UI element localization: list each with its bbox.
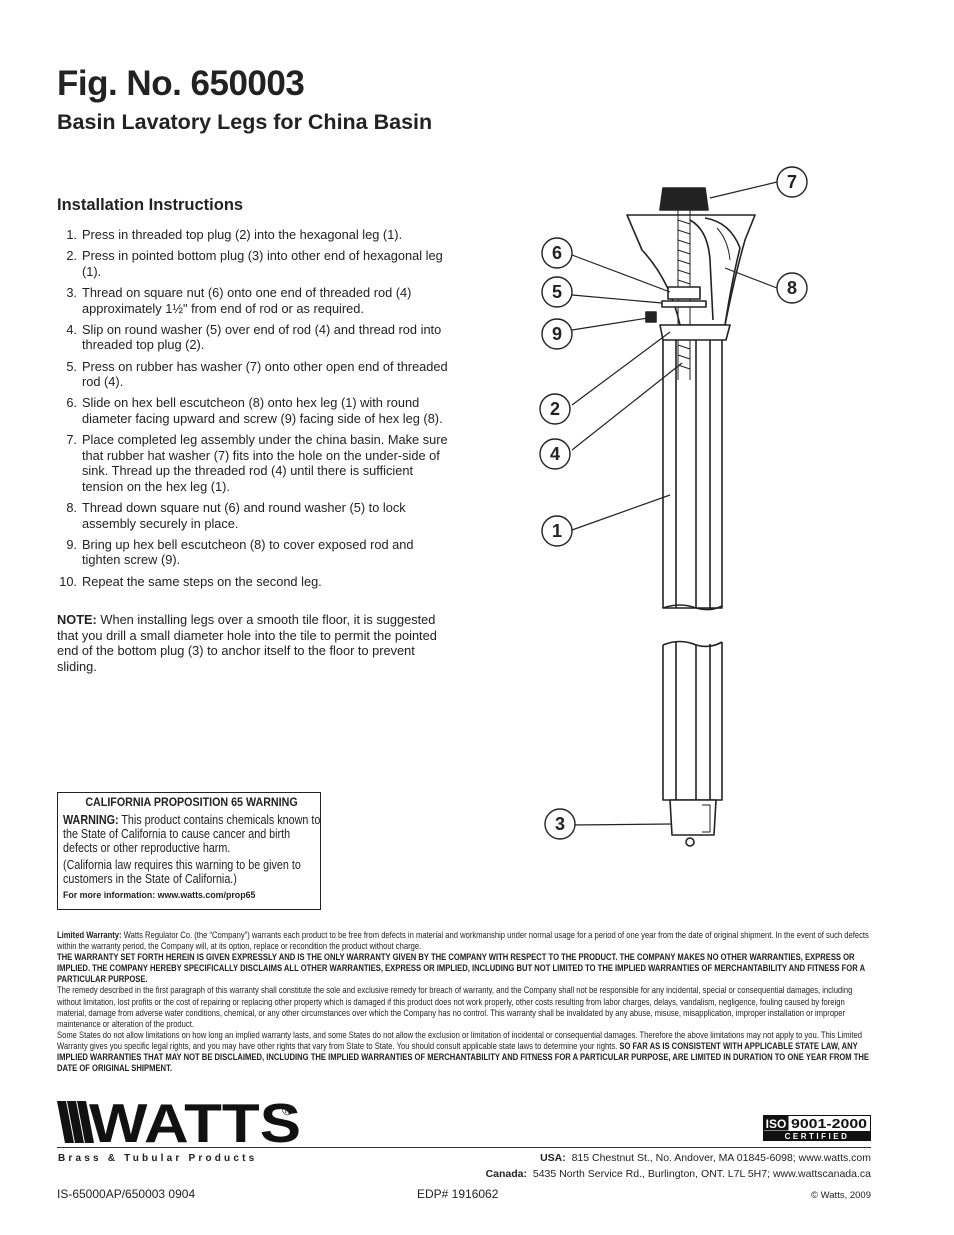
callout-label: 7 (786, 172, 798, 192)
step-item: 8. Thread down square nut (6) and round washer (5) to lock assembly securely in place. (66, 500, 406, 531)
warranty-paragraph: THE WARRANTY SET FORTH HEREIN IS GIVEN EXPRESSLY AND IS THE ONLY WARRANTY GIVEN BY THE COMPANY WITH RESPECT TO THE PRODUCT. THE COMPANY MAKES NO OTHER WARRANTIES, EXPRESS OR IMPLIED. THE COMPANY HEREBY SPECIFICALLY DISCLAIMS ALL OTHER WARRANTIES, EXPRESS OR IMPLIED, INCLUDING BUT NOT LIMITED TO THE IMPLIED WARRANTIES OF MERCHANTABILITY AND FITNESS FOR A PARTICULAR PURPOSE. (57, 952, 865, 986)
iso-certified: CERTIFIED (784, 1132, 850, 1141)
callout-label: 6 (551, 243, 563, 263)
callout-label: 3 (554, 814, 566, 834)
logo-wordmark: WATTS (89, 1101, 301, 1143)
usa-address: USA: 815 Chestnut St., No. Andover, MA 01845-6098; www.watts.com (540, 1152, 871, 1164)
hex-leg-lower-shape (663, 642, 722, 801)
document-id: IS-65000AP/650003 0904 (57, 1187, 196, 1201)
warranty-paragraph: Some States do not allow limitations on how long an implied warranty lasts, and some States do not allow the exclusion or limitation of incidental or consequential damages. Therefore the above limitations may not apply to you. This Limited Warranty gives you specific legal rights, and you may have other rights that vary from State to State. You should consult applicable state laws to determine your rights. SO FAR AS IS CONSISTENT WITH APPLICABLE STATE LAW, ANY IMPLIED WARRANTIES THAT MAY NOT BE DISCLAIMED, INCLUDING THE IMPLIED WARRANTIES OF MERCHANTABILITY AND FITNESS FOR A PARTICULAR PURPOSE, ARE LIMITED IN DURATION TO ONE YEAR FROM THE DATE OF ORIGINAL SHIPMENT. (57, 1029, 870, 1075)
prop65-warning-label: WARNING: (63, 813, 119, 827)
footer-divider (57, 1147, 871, 1148)
instructions-heading: Installation Instructions (57, 196, 244, 214)
step-item: 7. Place completed leg assembly under the china basin. Make sure that rubber hat washer (7) fits into the hole on the under-side of sink. Thread up the threaded rod (4) until there is sufficient tension on the hex leg (1). (66, 432, 448, 494)
copyright: © Watts, 2009 (811, 1190, 871, 1201)
step-item: 3. Thread on square nut (6) onto one end of threaded rod (4) approximately 1½" from end of rod or as required. (66, 284, 412, 316)
hex-leg-upper-shape (663, 340, 722, 610)
usa-label: USA: (540, 1152, 566, 1164)
brand-tagline: Brass & Tubular Products (58, 1153, 258, 1164)
prop65-body (63, 813, 321, 856)
canada-label: Canada: (485, 1168, 528, 1180)
prop65-title: CALIFORNIA PROPOSITION 65 WARNING (85, 797, 298, 809)
callout-label: 9 (551, 324, 563, 344)
warranty-paragraph: The remedy described in the first paragraph of this warranty shall constitute the sole and exclusive remedy for breach of warranty, and the Company shall not be responsible for any incidental, special or consequential damages, including without limitation, lost profits or the cost of repairing or replacing other property which is damaged if this product does not work properly, other costs resulting from labor charges, delays, vandalism, negligence, fouling caused by foreign material, damage from adverse water conditions, chemical, or any other circumstances over which the Company has no control. This warranty shall be invalidated by any abuse, misuse, misapplication, improper installation or improper maintenance or alteration of the product. (57, 985, 853, 1030)
callout-label: 5 (551, 282, 563, 302)
registered-mark: ® (282, 1102, 294, 1119)
step-item: 10. Repeat the same steps on the second leg. (59, 573, 322, 589)
round-washer-shape (662, 301, 706, 307)
prop65-warning-text: This product contains chemicals known to the State of California to cause cancer and birth defects or other reproductive harm. (63, 813, 321, 856)
prop65-more-info: For more information: www.watts.com/prop65 (63, 890, 256, 902)
top-plug-shape (660, 325, 730, 340)
bell-escutcheon-shape (627, 215, 755, 325)
step-item: 2. Press in pointed bottom plug (3) into other end of hexagonal leg (1). (66, 248, 443, 279)
edp-number: EDP# 1916062 (417, 1187, 499, 1201)
prop65-note: (California law requires this warning to be given to customers in the State of California.) (63, 857, 301, 886)
step-item: 6. Slide on hex bell escutcheon (8) onto hex leg (1) with round diameter facing upward and screw (9) facing side of hex leg (8). (66, 395, 443, 426)
square-nut-shape (668, 287, 700, 299)
step-item: 5. Press on rubber has washer (7) onto other open end of threaded rod (4). (66, 358, 448, 390)
installation-note (57, 612, 439, 674)
leg-assembly-diagram (530, 160, 830, 860)
step-item: 4. Slip on round washer (5) over end of rod (4) and thread rod into threaded top plug (2). (66, 321, 442, 353)
step-item: 1. Press in threaded top plug (2) into the hexagonal leg (1). (66, 227, 403, 242)
rubber-hat-washer-shape (660, 188, 708, 210)
iso-certified-badge (763, 1115, 871, 1141)
iso-number: 9001-2000 (791, 1116, 867, 1131)
page-subtitle: Basin Lavatory Legs for China Basin (57, 110, 433, 134)
canada-address: Canada: 5435 North Service Rd., Burlington, ONT. L7L 5H7; www.wattscanada.ca (485, 1168, 871, 1180)
callout-label: 1 (551, 521, 563, 541)
limited-warranty (57, 930, 873, 1074)
step-item: 9. Bring up hex bell escutcheon (8) to cover exposed rod and tighten screw (9). (66, 536, 414, 568)
callout-label: 4 (549, 444, 561, 464)
note-text: When installing legs over a smooth tile floor, it is suggested that you drill a small diameter hole into the tile to permit the pointed end of the bottom plug (3) to anchor itself to the floor to prevent sliding. (57, 612, 437, 674)
watts-logo (57, 1101, 303, 1143)
callout-label: 2 (549, 399, 561, 419)
iso-label: ISO (765, 1117, 787, 1131)
warranty-paragraph: Limited Warranty: Watts Regulator Co. (the “Company”) warrants each product to be free from defects in material and workmanship under normal usage for a period of one year from the date of original shipment. In the event of such defects within the warranty period, the Company will, at its option, replace or recondition the product without charge. (57, 930, 869, 953)
warranty-label: Limited Warranty: (57, 930, 122, 941)
prop65-warning-box (57, 792, 321, 910)
callout-label: 8 (786, 278, 798, 298)
page-title: Fig. No. 650003 (57, 64, 305, 103)
set-screw-shape (646, 312, 656, 322)
note-label: NOTE: (57, 612, 97, 627)
instruction-steps (57, 227, 452, 595)
